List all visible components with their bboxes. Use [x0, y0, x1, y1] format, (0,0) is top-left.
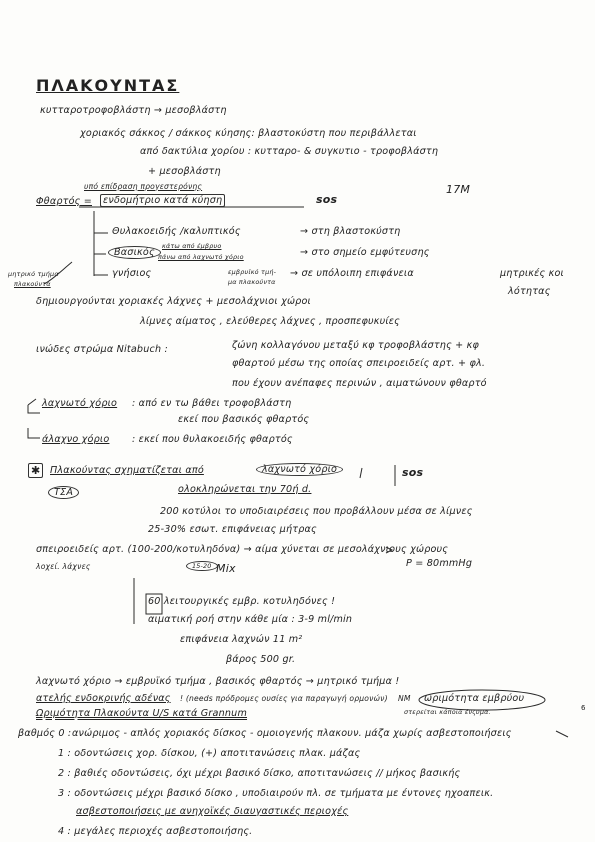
decidua-branch-3-note-1: εμβρυϊκό τμή- — [228, 268, 277, 276]
placenta-forms-oval: λαχνωτό χόριο — [256, 463, 343, 476]
functional-cotyledons: 60 λειτουργικές εμβρ. κοτυληδόνες ! — [148, 596, 336, 607]
decidua-branch-3-arrow: → σε υπόλοιπη επιφάνεια — [290, 268, 414, 279]
page-title: ΠΛΑΚΟΥΝΤΑΣ — [36, 76, 180, 95]
chorion-frondosum-label: λαχνωτό χόριο — [42, 398, 118, 409]
cotyledon-line-1: 200 κοτύλοι το υποδιαιρέσεις που προβάλλουν μέσα σε λίμνες — [160, 506, 473, 517]
decidua-branch-2-note-1: κάτω από έμβρυο — [162, 242, 222, 250]
grade-0: ανώριμος - απλός χοριακός δίσκος - ομοιογενής πλακουν. μάζα χωρίς ασβεστοποιήσεις — [72, 728, 512, 739]
intro-line-1: κυτταροτροφοβλάστη → μεσοβλάστη — [40, 105, 227, 116]
chorion-frondosum-text: : από εν τω βάθει τροφοβλάστη — [132, 398, 292, 409]
blood-flow: αιματική ροή στην κάθε μία : 3-9 ml/min — [148, 614, 353, 625]
needs-precursors: ! (needs πρόδρομες ουσίες για παραγωγή ορμονών) — [180, 694, 388, 703]
nitabuch-line-3: που έχουν ανέπαφες περινών , αιματώνουν φθαρτό — [232, 378, 487, 389]
mix-label: Mix — [216, 562, 236, 575]
endocrine-gland: ατελής ενδοκρινής αδένας — [36, 693, 171, 704]
decidua-sos: sos — [316, 193, 338, 206]
grade-2: 2 : βαθιές οδοντώσεις, όχι μέχρι βασικό δίσκο, αποτιτανώσεις // μήκος βασικής — [58, 768, 461, 779]
decidua-branch-1-arrow: → στη βλαστοκύστη — [300, 226, 401, 237]
decidua-label: Φθαρτός = — [36, 196, 92, 207]
right-note-1: μητρικές κοι — [500, 268, 564, 279]
villi-area: επιφάνεια λαχνών 11 m² — [180, 634, 303, 645]
right-note-2: λότητας — [508, 286, 551, 297]
chorion-frondosum-text-2: εκεί που βασικός φθαρτός — [178, 414, 310, 425]
placenta-sos: sos — [402, 466, 424, 479]
nm-mark: NM — [398, 694, 411, 703]
fetal-maternal-line: λαχνωτό χόριο → εμβρυϊκό τμήμα , βασικός φθαρτός → μητρικό τμήμα ! — [36, 676, 400, 687]
intro-line-3: από δακτύλια χορίου : κυτταρο- & συγκυτιο - τροφοβλάστη — [140, 146, 439, 157]
grannum-title: Ωριμότητα Πλακούντα U/S κατά Grannum — [36, 708, 248, 719]
mix-circle: 15-20 — [186, 561, 218, 571]
veins-note: λοχεί. λάχνες — [36, 562, 91, 571]
decidua-branch-3: γνήσιος — [112, 268, 152, 279]
grade-3: 3 : οδοντώσεις μέχρι βασικό δίσκο , υποδιαιρούν πλ. σε τμήματα με έντονες ηχοαπεικ. — [58, 788, 494, 799]
left-note-2: πλακούντα — [14, 280, 51, 288]
decidua-branch-2-arrow: → στο σημείο εμφύτευσης — [300, 247, 430, 258]
decidua-boxed: ενδομήτριο κατά κύηση — [100, 194, 225, 207]
spiral-arteries: σπειροειδείς αρτ. (100-200/κοτυληδόνα) → αίμα χύνεται σε μεσολάχνιους χώρους — [36, 544, 449, 555]
lacunae-line-1: δημιουργούνται χοριακές λάχνες + μεσολάχνιοι χώροι — [36, 296, 311, 307]
decidua-branch-1: Θυλακοειδής /καλυπτικός — [112, 226, 241, 237]
lacks-enzymes: στερείται κάποια ένζυμα. — [404, 708, 491, 716]
nitabuch-label: ινώδες στρώμα Nitabuch : — [36, 344, 168, 355]
chorion-laeve-label: άλαχνο χόριο — [42, 434, 110, 445]
grade-4: 4 : μεγάλες περιοχές ασβεστοποιήσης. — [58, 826, 253, 837]
grade-3-cont: ασβεστοποιήσεις με ανηχοϊκές διαυγαστικές περιοχές — [76, 806, 349, 817]
nitabuch-line-2: φθαρτού μέσω της οποίας σπειροειδείς αρτ. + φλ. — [232, 358, 486, 369]
placenta-weight: βάρος 500 gr. — [226, 654, 296, 665]
cotyledon-line-2: 25-30% εσωτ. επιφάνειας μήτρας — [148, 524, 317, 535]
pressure: P = 80mmHg — [406, 558, 473, 569]
decidua-branch-2-note-2: πάνω από λαχνωτό χόριο — [158, 253, 244, 261]
decidua-branch-2: Βασικός — [108, 246, 161, 259]
decidua-branch-3-note-2: μα πλακούντα — [228, 278, 276, 286]
left-note-1: μητρικό τμήμα — [8, 270, 59, 278]
intro-line-4: + μεσοβλάστη — [148, 166, 221, 177]
placenta-forms-text: Πλακούντας σχηματίζεται από — [50, 465, 204, 476]
star-mark: ✱ — [28, 463, 43, 478]
tsa-badge: ΤΣΑ — [48, 486, 79, 499]
grade-0-label: βαθμός 0 : — [18, 728, 72, 739]
fetal-maturity: ωριμότητα εμβρύου — [424, 693, 525, 704]
lacunae-line-2: λίμνες αίματος , ελεύθερες λάχνες , προσπεφυκυίες — [140, 316, 401, 327]
grade-1: 1 : οδοντώσεις χορ. δίσκου, (+) αποτιτανώσεις πλακ. μάζας — [58, 748, 361, 759]
nitabuch-line-1: ζώνη κολλαγόνου μεταξύ κφ τροφοβλάστης + κφ — [232, 340, 480, 351]
chorion-laeve-text: : εκεί που θυλακοειδής φθαρτός — [132, 434, 293, 445]
stamp-17m: 17Μ — [446, 183, 471, 196]
page-number: 6 — [581, 704, 586, 712]
intro-line-2: χοριακός σάκκος / σάκκος κύησης: βλαστοκύστη που περιβάλλεται — [80, 128, 417, 139]
placenta-complete: ολοκληρώνεται την 70ή d. — [178, 484, 312, 495]
decidua-upper-note: υπό επίδραση προγεστερόνης — [84, 182, 203, 191]
